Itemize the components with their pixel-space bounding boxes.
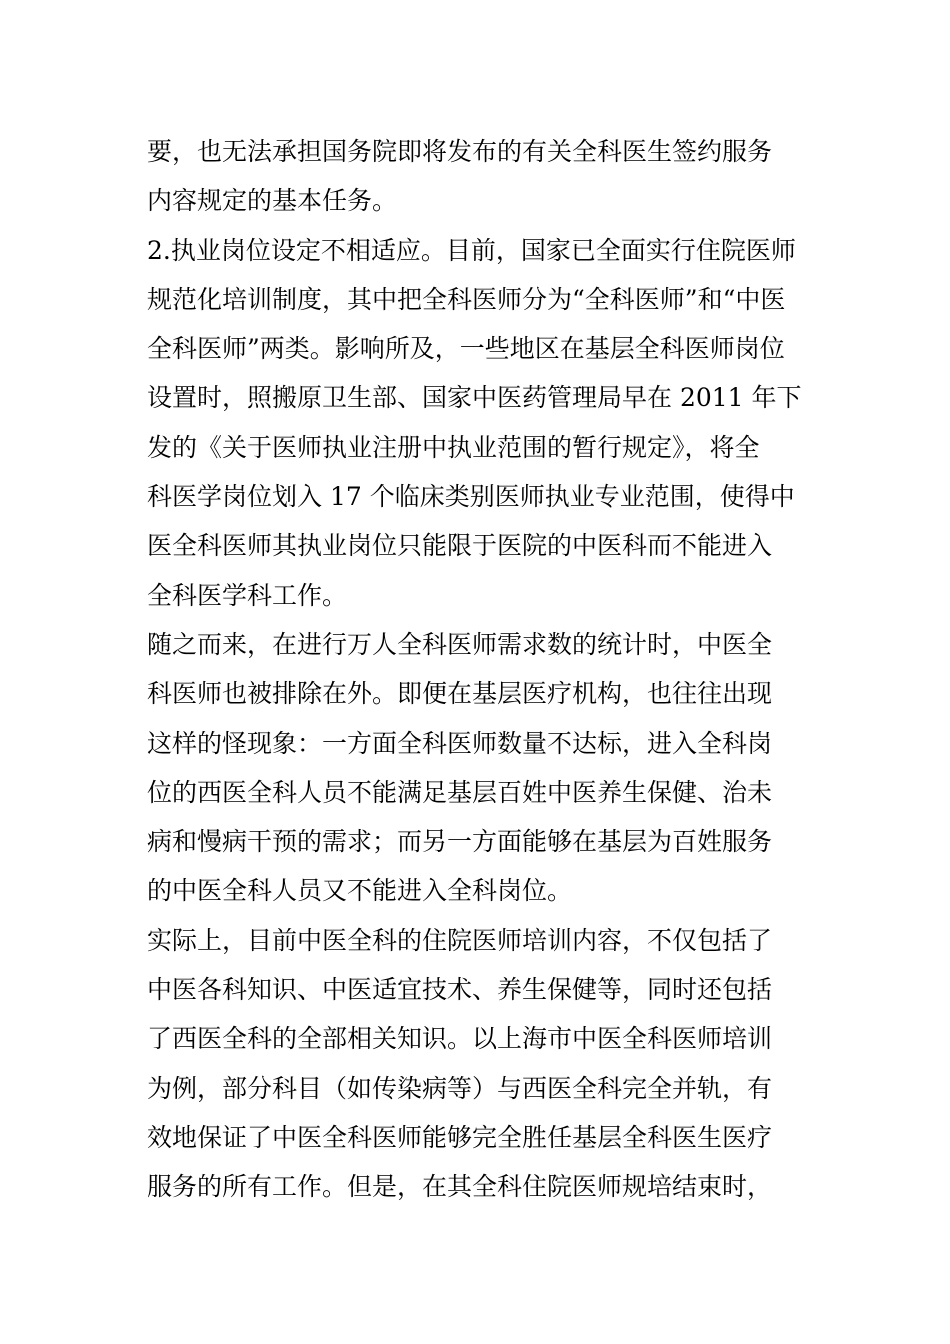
text-line: 随之而来，在进行万人全科医师需求数的统计时，中医全 xyxy=(147,629,773,659)
text-line: 医全科医师其执业岗位只能限于医院的中医科而不能进入 xyxy=(147,531,773,561)
text-line: 设置时，照搬原卫生部、国家中医药管理局早在 2011 年下 xyxy=(147,383,802,413)
text-line: 位的西医全科人员不能满足基层百姓中医养生保健、治未 xyxy=(147,777,773,807)
text-line: 全科医学科工作。 xyxy=(147,580,348,610)
text-line: 全科医师”两类。影响所及，一些地区在基层全科医师岗位 xyxy=(147,334,785,364)
text-line: 实际上，目前中医全科的住院医师培训内容，不仅包括了 xyxy=(147,925,773,955)
document-body xyxy=(147,127,807,1212)
text-line: 的中医全科人员又不能进入全科岗位。 xyxy=(147,876,573,906)
text-line: 中医各科知识、中医适宜技术、养生保健等，同时还包括 xyxy=(147,975,773,1005)
text-line: 内容规定的基本任务。 xyxy=(147,186,398,216)
text-line: 病和慢病干预的需求；而另一方面能够在基层为百姓服务 xyxy=(147,827,773,857)
text-line: 科医师也被排除在外。即便在基层医疗机构，也往往出现 xyxy=(147,679,773,709)
text-line: 要，也无法承担国务院即将发布的有关全科医生签约服务 xyxy=(147,137,773,166)
text-line: 这样的怪现象：一方面全科医师数量不达标，进入全科岗 xyxy=(147,728,773,758)
text-line: 了西医全科的全部相关知识。以上海市中医全科医师培训 xyxy=(147,1024,773,1054)
text-line: 发的《关于医师执业注册中执业范围的暂行规定》，将全 xyxy=(147,432,760,462)
text-line: 科医学岗位划入 17 个临床类别医师执业专业范围，使得中 xyxy=(147,482,795,512)
text-line: 规范化培训制度，其中把全科医师分为“全科医师”和“中医 xyxy=(147,284,786,314)
text-line: 为例，部分科目（如传染病等）与西医全科完全并轨，有 xyxy=(147,1073,773,1103)
text-line: 服务的所有工作。但是，在其全科住院医师规培结束时， xyxy=(147,1172,773,1202)
text-line: 2.执业岗位设定不相适应。目前，国家已全面实行住院医师 xyxy=(147,235,796,265)
text-line: 效地保证了中医全科医师能够完全胜任基层全科医生医疗 xyxy=(147,1122,773,1152)
